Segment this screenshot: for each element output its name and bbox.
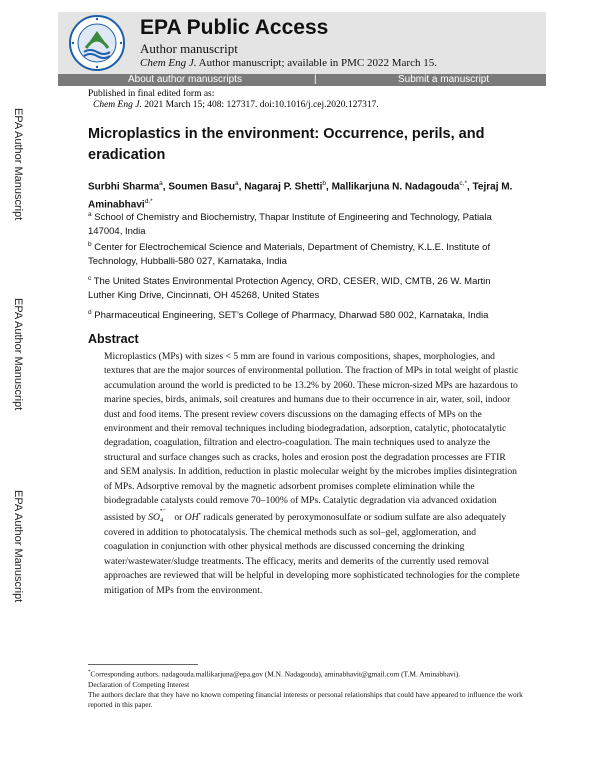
abstract-body (104, 350, 520, 598)
header-journal: Chem Eng J. (140, 57, 197, 69)
author-name: Tejraj M. Aminabhavi (88, 181, 513, 211)
footnote-divider (88, 664, 198, 665)
declaration-text: The authors declare that they have no known competing financial interests or personal relationships that could have appeared to influence the work reported in this paper. (88, 690, 523, 709)
abstract-text-part1: Microplastics (MPs) with sizes < 5 mm are found in various compositions, shapes, morphologies, and textures that are the major sources of environmental pollution. The fraction of MPs in total weight of plastic accumulation around the world is predicted to be 13.2% by 2060. These micron-sized MPs are hazardous to marine species, birds, animals, soil creatures and humans due to their occurrence in air, water, soil, indoor dust and food items. The present review covers discussions on the damaging effects of MPs on the environment and their removal techniques including biodegradation, adsorption, catalytic, photocatalytic degradation, coagulation, filtration and electro-coagulation. The main techniques used to analyze the structural and surface changes such as cracks, holes and erosion post the degradation processes are FTIR and SEM analysis. In addition, reduction in plastic molecular weight by the microbes implies disintegration of MPs. Adsorptive removal by the magnetic adsorbent promises complete elimination while the biodegradable catalysts could remove 70–100% of MPs. Catalytic degradation via advanced oxidation assisted by (104, 351, 519, 524)
author-list: Surbhi Sharma$^a$, Soumen Basu$^a$, Nagaraj P. Shetti$^b$, Mallikarjuna N. Nadagouda$^{c,*}$, Tejraj M. Aminabhavi$^{d,*}$ (88, 180, 513, 211)
affiliation-text: Center for Electrochemical Science and Materials, Department of Chemistry, K.L.E. Institute of Technology, Hubballi-580 027, Karnataka, India (88, 242, 491, 268)
author-affiliation-mark: a (235, 180, 239, 187)
navbar-separator: | (314, 74, 317, 85)
author-name: Soumen Basu (168, 181, 236, 193)
epa-header (58, 12, 546, 74)
hydroxyl-radical-symbol: OH (184, 512, 199, 524)
header-title: EPA Public Access (140, 16, 329, 39)
citation-line (93, 100, 379, 110)
affiliation-text: Pharmaceutical Engineering, SET’s College of Pharmacy, Dharwad 580 002, Karnataka, India (91, 310, 489, 322)
citation-journal: Chem Eng J. (93, 100, 142, 110)
side-label-bottom: EPA Author Manuscript (12, 490, 24, 603)
published-label: Published in final edited form as: (88, 89, 215, 99)
affiliation-b (88, 238, 520, 269)
affiliation-mark: a (88, 211, 92, 218)
author-affiliation-mark: a (159, 180, 163, 187)
side-label-middle: EPA Author Manuscript (12, 298, 24, 411)
article-title: Microplastics in the environment: Occurrence, perils, and eradication (88, 126, 485, 163)
author-name: Surbhi Sharma (88, 181, 160, 193)
affiliation-c (88, 272, 520, 303)
corresponding-footnote (88, 668, 528, 679)
sulfate-radical-charge: •− (159, 506, 166, 514)
header-navbar (58, 74, 546, 86)
side-label-top: EPA Author Manuscript (12, 108, 24, 221)
author-affiliation-mark: b (322, 180, 327, 187)
sulfate-radical-symbol: SO (148, 512, 160, 524)
author-name: Nagaraj P. Shetti (244, 181, 323, 193)
author-affiliation-mark: c,* (459, 180, 467, 187)
author-name: Mallikarjuna N. Nadagouda (331, 181, 460, 193)
corresponding-text: Corresponding authors. nadagouda.mallikarjuna@epa.gov (M.N. Nadagouda), aminabhavit@gmail.com (T.M. Aminabhavi). (90, 669, 461, 679)
footnote-mark: * (88, 670, 91, 675)
affiliation-mark: b (88, 241, 92, 248)
about-manuscripts-link[interactable]: About author manuscripts (128, 74, 242, 85)
affiliation-a (88, 208, 520, 239)
affiliation-d (88, 306, 520, 323)
submit-manuscript-link[interactable]: Submit a manuscript (398, 74, 490, 85)
abstract-or: or (171, 512, 185, 524)
abstract-text-part2: radicals generated by peroxymonosulfate or sodium sulfate are also adequately covered in addition to photocatalysis. The chemical methods such as sol–gel, agglomeration, and coagulation in conjunction with other physical methods are discussed concerning the drinking water/wastewater/sludge treatments. The efficacy, merits and demerits of the currently used removal approaches are reviewed that will be helpful in developing more sophisticated technologies for the complete mitigation of MPs from the environment. (104, 512, 520, 596)
affiliation-mark: c (88, 275, 92, 282)
declaration-title: Declaration of Competing Interest (88, 680, 190, 689)
header-subtitle: Author manuscript (140, 41, 238, 56)
citation-text: 2021 March 15; 408: 127317. doi:10.1016/j.cej.2020.127317. (141, 100, 379, 110)
abstract-heading: Abstract (88, 332, 139, 346)
epa-logo-icon (68, 14, 126, 72)
affiliation-text: The United States Environmental Protection Agency, ORD, CESER, WID, CMTB, 26 W. Martin Luther King Drive, Cincinnati, OH 45268, United States (88, 276, 491, 302)
header-availability-text: Author manuscript; available in PMC 2022 March 15. (196, 57, 437, 69)
author-affiliation-mark: d,* (144, 198, 153, 206)
sulfate-radical-subscript: 4 (159, 516, 164, 524)
hydroxyl-radical-charge: • (198, 511, 201, 519)
header-availability (140, 57, 437, 69)
affiliation-text: School of Chemistry and Biochemistry, Thapar Institute of Engineering and Technology, Patiala 147004, India (88, 212, 492, 238)
affiliation-mark: d (88, 309, 92, 316)
